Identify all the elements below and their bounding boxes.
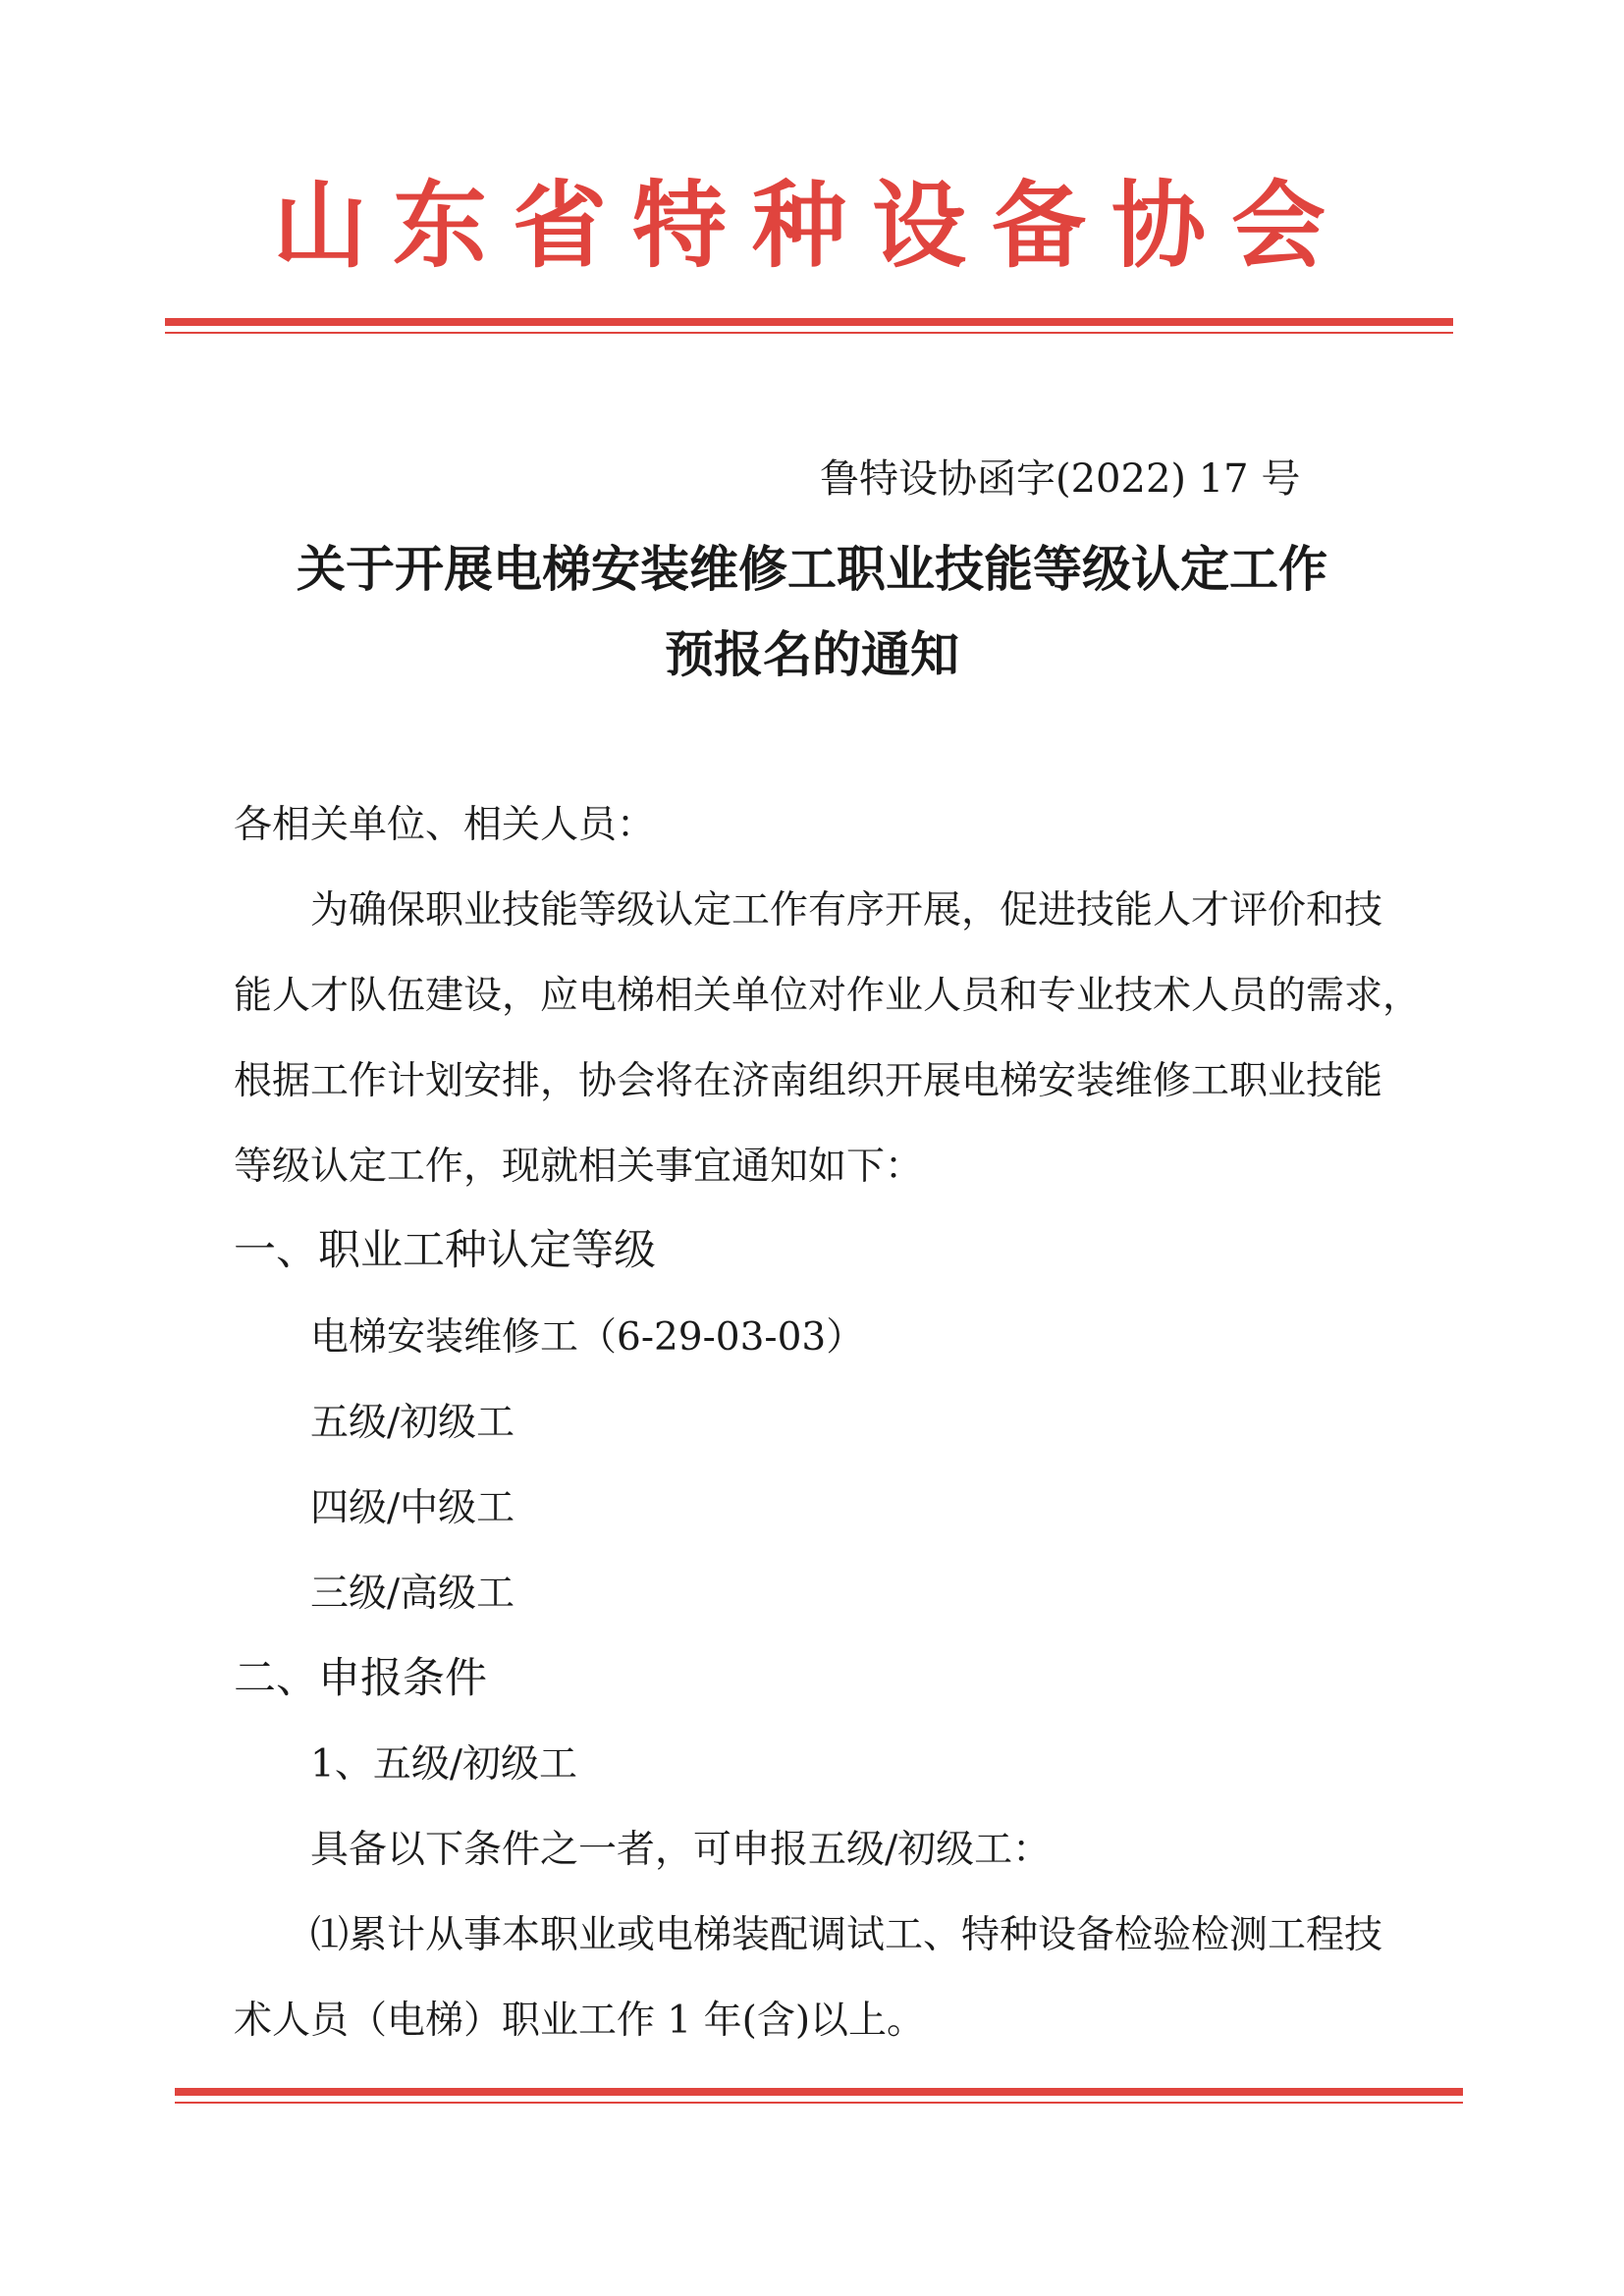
condition-line: 术人员（电梯）职业工作 1 年(含)以上。 [234, 1999, 926, 2043]
letterhead-rule-thick [165, 318, 1453, 326]
intro-line: 为确保职业技能等级认定工作有序开展，促进技能人才评价和技 [310, 888, 1383, 933]
salutation: 各相关单位、相关人员： [234, 803, 656, 847]
grade-item: 电梯安装维修工（6-29-03-03） [310, 1315, 865, 1360]
footer-rule-thick [175, 2088, 1463, 2096]
grade-item: 三级/高级工 [310, 1572, 515, 1616]
document-number: 鲁特设协函字(2022) 17 号 [820, 456, 1301, 502]
letterhead-rule-thin [165, 332, 1453, 334]
letterhead-organization: 山东省特种设备协会 [273, 170, 1351, 281]
intro-line: 等级认定工作，现就相关事宜通知如下： [234, 1145, 924, 1189]
intro-line: 根据工作计划安排，协会将在济南组织开展电梯安装维修工职业技能 [234, 1059, 1383, 1103]
condition-intro: 具备以下条件之一者，可申报五级/初级工： [310, 1828, 1052, 1872]
condition-line: ⑴累计从事本职业或电梯装配调试工、特种设备检验检测工程技 [310, 1913, 1383, 1957]
section-heading-2: 二、申报条件 [234, 1654, 487, 1703]
document-title-line1: 关于开展电梯安装维修工职业技能等级认定工作 [297, 541, 1327, 598]
footer-rule-thin [175, 2102, 1463, 2104]
intro-line: 能人才队伍建设，应电梯相关单位对作业人员和专业技术人员的需求， [234, 974, 1422, 1018]
grade-item: 四级/中级工 [310, 1486, 515, 1530]
subsection-title: 1、五级/初级工 [310, 1742, 577, 1787]
grade-item: 五级/初级工 [310, 1401, 515, 1445]
document-title-line2: 预报名的通知 [665, 626, 959, 683]
section-heading-1: 一、职业工种认定等级 [234, 1226, 656, 1275]
